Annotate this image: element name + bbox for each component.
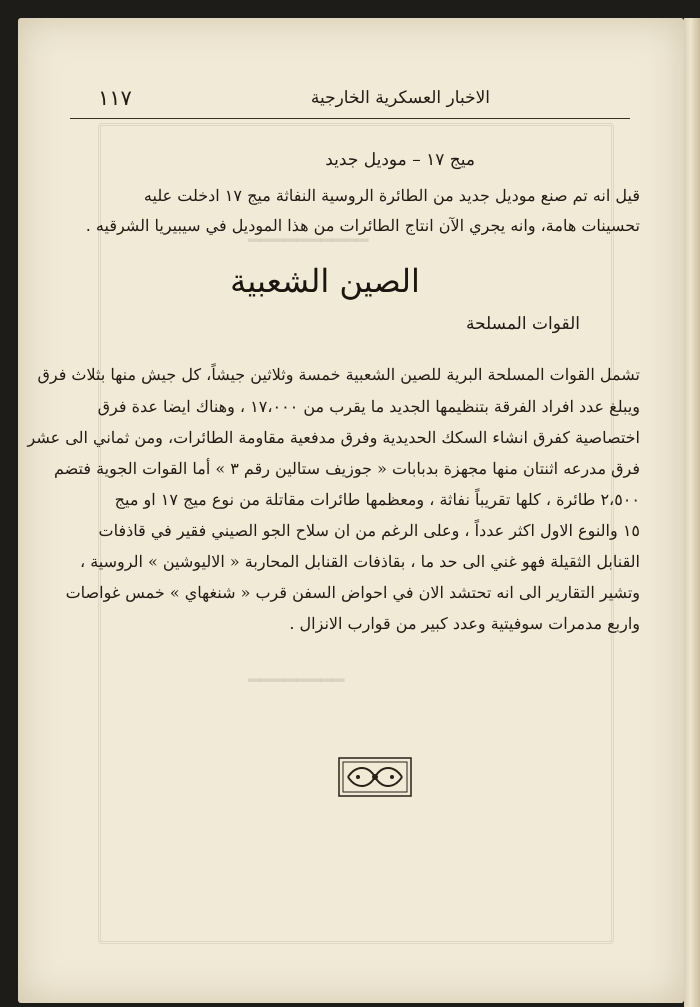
paragraph-line: القنابل الثقيلة فهو غني الى حد ما ، بقاذفات القنابل المحاربة « الاليوشين » الروسية ، <box>79 552 640 571</box>
ornament-icon <box>338 757 412 797</box>
running-header <box>70 88 630 119</box>
paragraph-line: وتشير التقارير الى انه تحتشد الان في احواض السفن قرب « شنغهاي » خمس غواصات <box>65 583 640 602</box>
paragraph-line: اختصاصية كفرق انشاء السكك الحديدية وفرق مدفعية مقاومة الطائرات، ومن ثماني الى عشر <box>27 428 640 447</box>
paragraph-line: ويبلغ عدد افراد الفرقة بتنظيمها الجديد ما يقرب من ١٧،٠٠٠ ، وهناك ايضا عدة فرق <box>97 397 640 416</box>
page-number: ١١٧ <box>98 86 132 110</box>
section-subheading-mig17: ميج ١٧ – موديل جديد <box>325 150 475 170</box>
bleed-through-text: ━━━━━━━━━━ <box>248 228 369 252</box>
bleed-through-text: ━━━━━━━━ <box>248 668 345 692</box>
paragraph-line: تشمل القوات المسلحة البرية للصين الشعبية خمسة وثلاثين جيشاً، كل جيش منها بثلاث فرق <box>37 365 640 384</box>
paragraph-line: واربع مدمرات سوفيتية وعدد كبير من قوارب الانزال . <box>289 614 640 633</box>
paragraph-line: ١٥ والنوع الاول اكثر عدداً ، وعلى الرغم من ان سلاح الجو الصيني فقير في قاذفات <box>98 521 640 540</box>
book-page-edge <box>684 18 700 1007</box>
paragraph-line: فرق مدرعه اثنتان منها مجهزة بدبابات « جوزيف ستالين رقم ٣ » أما القوات الجوية فتضم <box>54 459 640 478</box>
header-title: الاخبار العسكرية الخارجية <box>310 88 490 108</box>
paragraph-line: تحسينات هامة، وانه يجري الآن انتاج الطائرات من هذا الموديل في سيبيريا الشرقيه . <box>85 216 640 235</box>
section-subheading-armed-forces: القوات المسلحة <box>465 314 580 334</box>
paragraph-line: قيل انه تم صنع موديل جديد من الطائرة الروسية النفاثة ميج ١٧ ادخلت عليه <box>143 186 640 205</box>
paragraph-line: ٢،٥٠٠ طائرة ، كلها تقريباً نفاثة ، ومعظمها طائرات مقاتلة من نوع ميج ١٧ او ميج <box>114 490 640 509</box>
section-title-china: الصين الشعبية <box>230 262 420 300</box>
